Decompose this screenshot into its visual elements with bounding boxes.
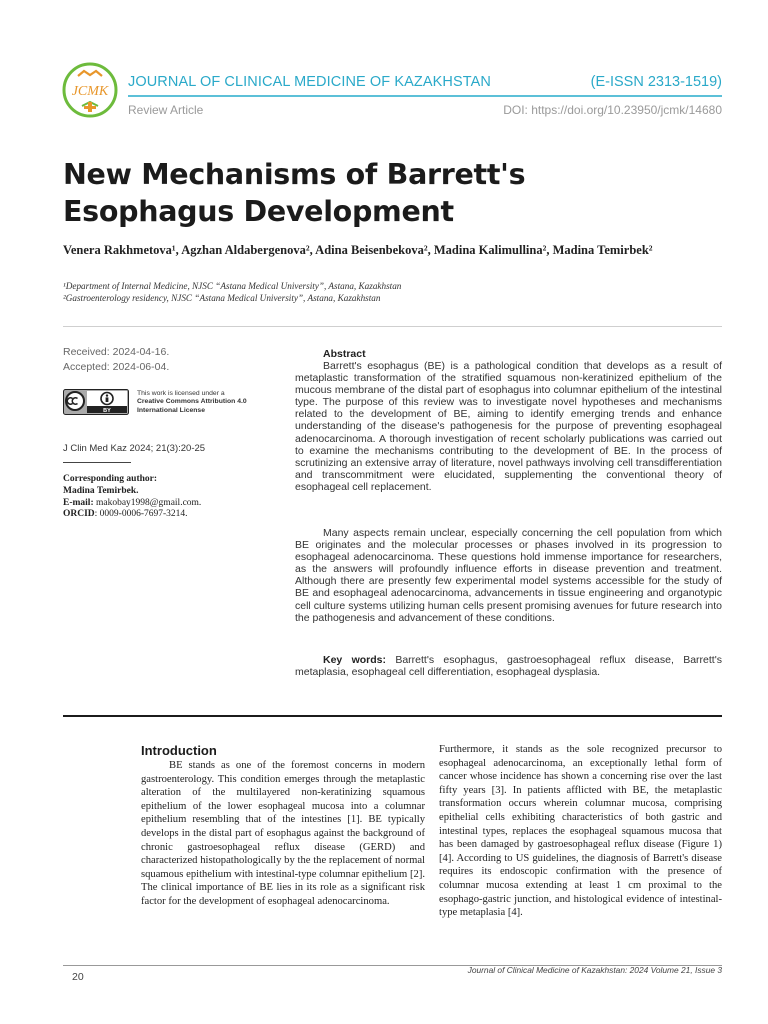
header-divider [128, 95, 722, 97]
abstract-paragraph-1: Barrett's esophagus (BE) is a pathological condition that develops as a result of metaplastic transformation of the stratified squamous non-keratinized epithelium of the mucous membrane of the distal part of esophagus into columnar epithelium of the intestinal type. The purpose of this review was to investigate novel hypotheses and mechanisms related to the development of BE, aiming to identify emerging trends and enhance understanding of the disease's pathogenesis for the purpose of preventing esophageal adenocarcinoma. A thorough investigation of recent scholarly publications was carried out to examine the mechanisms contributing to the development of BE. In the process of scrutinizing an extensive array of literature, novel pathways involving cell transdifferentiation and transcommitment were elucidated, supplementing the conventional theory of esophageal cell replacement. [295, 360, 722, 493]
abstract-paragraph-2: Many aspects remain unclear, especially concerning the cell population from which BE originates and the molecular processes or phases involved in its progression to esophageal adenocarcinoma. These questions hold immense importance for researchers, as the answers will profoundly influence efforts in disease prevention and treatment. Although there are presently few experimental model systems accessible for the study of BE and esophageal adenocarcinoma, advancements in tissue engineering and organotypic cell culture systems utilizing human cells present promising avenues for future research into the pathogenesis and advancement of these conditions. [295, 527, 722, 624]
keywords-label: Key words: [323, 654, 386, 666]
short-divider [63, 462, 131, 463]
license-notice [137, 390, 277, 415]
orcid-value[interactable]: : 0009-0006-7697-3214. [94, 509, 188, 520]
email-label: E-mail: [63, 497, 94, 508]
affiliation-2: ²Gastroenterology residency, NJSC “Astana Medical University”, Astana, Kazakhstan [63, 293, 381, 303]
received-date: Received: 2024-04-16. [63, 346, 170, 358]
affiliation-1: ¹Department of Internal Medicine, NJSC “Astana Medical University”, Astana, Kazakhstan [63, 281, 402, 291]
license-link-line-3[interactable]: International License [137, 406, 205, 414]
footer-journal-name: Journal of Clinical Medicine of Kazakhstan: 2024 [467, 965, 651, 975]
corr-heading: Corresponding author: [63, 474, 158, 484]
footer-volume-issue: Volume 21, Issue 3 [650, 965, 722, 975]
corr-name: Madina Temirbek. [63, 485, 139, 496]
keywords [295, 654, 722, 678]
introduction-paragraph-1: BE stands as one of the foremost concerns in modern gastroenterology. This condition emerges through the metaplastic alteration of the multilayered non-keratinizing squamous epithelium of the lower esophageal mucosa into a columnar epithelium resembling that of the intestines [1]. BE typically develops in the distal part of esophagus against the background of chronic gastroesophageal reflux disease (GERD) and characterized histopathologically by the the replacement of normal squamous epithelium with intestinal-type columnar epithelium [2]. The clinical importance of BE lies in its role as a significant risk factor for the development of esophageal adenocarcinoma. [141, 760, 425, 907]
journal-logo [62, 62, 118, 118]
author-list: Venera Rakhmetova¹, Agzhan Aldabergenova², Adina Beisenbekova², Madina Kalimullina², Madina Temirbek² [63, 243, 653, 257]
license-line-1: This work is licensed under a [137, 390, 225, 397]
logo-lettering: JCMK [71, 84, 109, 99]
journal-title: JOURNAL OF CLINICAL MEDICINE OF KAZAKHSTAN [128, 74, 491, 90]
svg-text:BY: BY [103, 408, 111, 414]
keywords-list: Barrett's esophagus, gastroesophageal reflux disease, Barrett's metaplasia, esophageal cell differentiation, esophageal dysplasia. [295, 654, 722, 679]
accepted-date: Accepted: 2024-06-04. [63, 361, 170, 373]
introduction-paragraph-2: Furthermore, it stands as the sole recognized precursor to esophageal adenocarcinoma, an exceptionally lethal form of cancer whose incidence has shown a concerning rise over the last fifty years [3]. In patients afflicted with BE, the metaplastic transformation occurs wherein columnar mucosa, comprising epithelial cells exhibiting characteristics of both gastric and intestinal types, replaces the esophageal squamous mucosa that has been damaged by gastroesophageal reflux disease (Figure 1) [4]. According to US guidelines, the diagnosis of Barrett's disease requires its endoscopic confirmation with the presence of columnar mucosa extending at least 1 cm proximal to the esophago-gastric junction, and histological evidence of intestinal-type metaplasia [4]. [439, 744, 722, 919]
article-type: Review Article [128, 103, 204, 117]
abstract-heading: Abstract [323, 348, 366, 360]
orcid-label: ORCID [63, 509, 95, 520]
page-number: 20 [72, 971, 84, 983]
citation: J Clin Med Kaz 2024; 21(3):20-25 [63, 443, 206, 454]
cc-by-license-icon[interactable] [63, 389, 129, 415]
email-value[interactable]: makobay1998@gmail.com. [93, 497, 202, 508]
footer-journal-info [468, 965, 722, 975]
doi-link[interactable]: DOI: https://doi.org/10.23950/jcmk/14680 [503, 103, 722, 117]
section-divider [63, 326, 722, 327]
eissn: (E-ISSN 2313-1519) [590, 74, 722, 90]
license-link-line-2[interactable]: Creative Commons Attribution 4.0 [137, 398, 247, 406]
abstract-end-divider [63, 715, 722, 717]
corresponding-author [63, 474, 201, 521]
article-title: New Mechanisms of Barrett's Esophagus Development [63, 158, 526, 228]
corr-email-row [63, 498, 201, 510]
introduction-heading: Introduction [141, 743, 217, 758]
corr-orcid-row [63, 509, 201, 521]
